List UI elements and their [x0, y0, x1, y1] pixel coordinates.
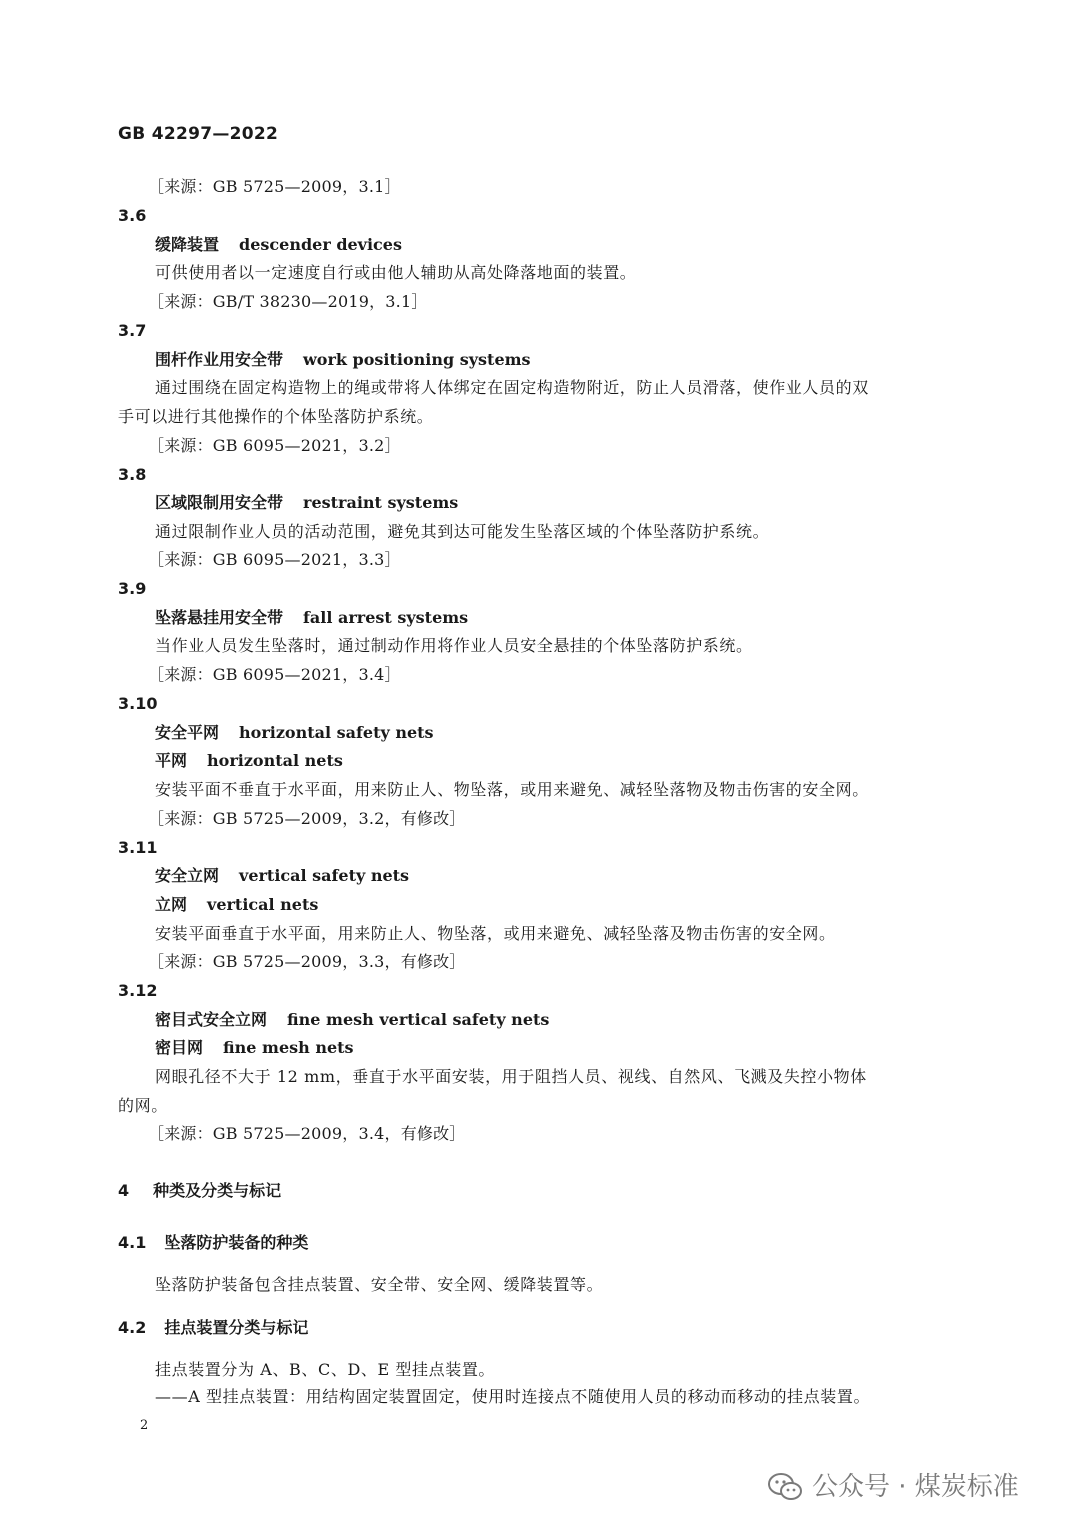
- paragraph: 坠落防护装备包含挂点装置、安全带、安全网、缓降装置等。: [155, 1275, 604, 1294]
- term-en: vertical safety nets: [239, 866, 410, 885]
- term-synonym: [155, 897, 318, 913]
- term-en: fine mesh nets: [223, 1038, 354, 1057]
- term-heading: [155, 725, 434, 741]
- section-heading: [118, 1183, 281, 1199]
- term-en: work positioning systems: [303, 350, 531, 369]
- list-item: ——A 型挂点装置：用结构固定装置固定，使用时连接点不随使用人员的移动而移动的挂点装置。: [155, 1387, 871, 1406]
- subsection-heading: [118, 1235, 308, 1251]
- source-note: ［来源：GB/T 38230—2019，3.1］: [148, 292, 428, 311]
- term-heading: [155, 610, 468, 626]
- term-cn: 围杆作业用安全带: [155, 350, 284, 369]
- term-cn: 密目式安全立网: [155, 1010, 268, 1029]
- term-heading: [155, 352, 531, 368]
- subsection-heading: [118, 1320, 308, 1336]
- source-note: ［来源：GB 5725—2009，3.4，有修改］: [148, 1124, 466, 1143]
- source-note: ［来源：GB 6095—2021，3.3］: [148, 550, 401, 569]
- wechat-icon: [768, 1472, 802, 1502]
- term-definition: 网眼孔径不大于 12 mm，垂直于水平面安装，用于阻挡人员、视线、自然风、飞溅及失控小物体: [155, 1067, 867, 1086]
- page-number: 2: [140, 1418, 149, 1433]
- source-note: ［来源：GB 5725—2009，3.3，有修改］: [148, 952, 466, 971]
- term-en: fine mesh vertical safety nets: [287, 1010, 550, 1029]
- term-definition: 通过围绕在固定构造物上的绳或带将人体绑定在固定构造物附近，防止人员滑落，使作业人员的双: [155, 378, 869, 397]
- term-definition: 安装平面不垂直于水平面，用来防止人、物坠落，或用来避免、减轻坠落物及物击伤害的安全网。: [155, 780, 869, 799]
- term-cn: 缓降装置: [155, 235, 220, 254]
- subsection-number: 4.2: [118, 1318, 147, 1337]
- term-definition-cont: 的网。: [118, 1096, 168, 1115]
- watermark: [768, 1472, 1019, 1502]
- clause-number: 3.9: [118, 579, 147, 598]
- clause-number: 3.7: [118, 321, 147, 340]
- source-note: ［来源：GB 6095—2021，3.4］: [148, 665, 401, 684]
- term-definition-cont: 手可以进行其他操作的个体坠落防护系统。: [118, 407, 434, 426]
- clause-number: 3.6: [118, 206, 147, 225]
- term-heading: [155, 1012, 549, 1028]
- term-en: horizontal nets: [207, 751, 343, 770]
- source-note: ［来源：GB 5725—2009，3.2，有修改］: [148, 809, 466, 828]
- term-heading: [155, 868, 409, 884]
- term-cn: 安全立网: [155, 866, 220, 885]
- term-en: restraint systems: [303, 493, 459, 512]
- subsection-title: 挂点装置分类与标记: [164, 1318, 309, 1337]
- term-cn: 区域限制用安全带: [155, 493, 284, 512]
- term-definition: 安装平面垂直于水平面，用来防止人、物坠落，或用来避免、减轻坠落及物击伤害的安全网。: [155, 924, 836, 943]
- term-synonym: [155, 753, 343, 769]
- term-definition: 可供使用者以一定速度自行或由他人辅助从高处降落地面的装置。: [155, 263, 637, 282]
- term-cn: 密目网: [155, 1038, 204, 1057]
- clause-number: 3.10: [118, 694, 158, 713]
- watermark-text: 公众号 · 煤炭标准: [812, 1472, 1019, 1502]
- term-en: vertical nets: [207, 895, 319, 914]
- section-number: 4: [118, 1181, 130, 1200]
- term-en: descender devices: [239, 235, 402, 254]
- subsection-number: 4.1: [118, 1233, 147, 1252]
- clause-number: 3.11: [118, 838, 158, 857]
- standard-code: GB 42297—2022: [118, 124, 279, 144]
- source-note: ［来源：GB 6095—2021，3.2］: [148, 436, 401, 455]
- clause-number: 3.8: [118, 465, 147, 484]
- clause-number: 3.12: [118, 981, 158, 1000]
- term-synonym: [155, 1040, 354, 1056]
- term-heading: [155, 495, 458, 511]
- term-en: horizontal safety nets: [239, 723, 434, 742]
- paragraph: 挂点装置分为 A、B、C、D、E 型挂点装置。: [155, 1360, 496, 1379]
- term-definition: 通过限制作业人员的活动范围，避免其到达可能发生坠落区域的个体坠落防护系统。: [155, 522, 770, 541]
- term-heading: [155, 237, 402, 253]
- subsection-title: 坠落防护装备的种类: [164, 1233, 309, 1252]
- term-cn: 安全平网: [155, 723, 220, 742]
- term-cn: 坠落悬挂用安全带: [155, 608, 284, 627]
- term-cn: 平网: [155, 751, 188, 770]
- source-note: ［来源：GB 5725—2009，3.1］: [148, 177, 401, 196]
- term-cn: 立网: [155, 895, 188, 914]
- term-en: fall arrest systems: [303, 608, 469, 627]
- section-title: 种类及分类与标记: [153, 1181, 282, 1200]
- term-definition: 当作业人员发生坠落时，通过制动作用将作业人员安全悬挂的个体坠落防护系统。: [155, 636, 753, 655]
